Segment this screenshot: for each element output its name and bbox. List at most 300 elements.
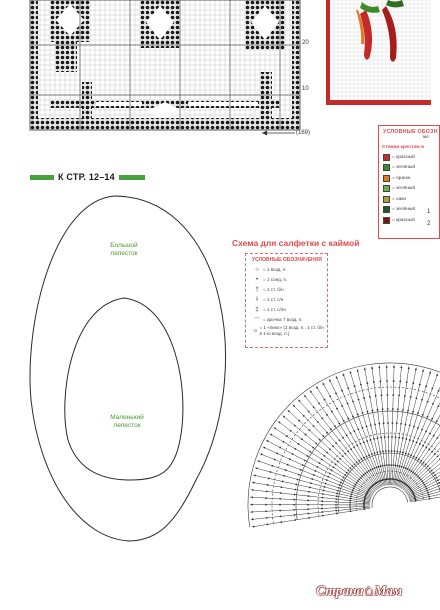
crochet-stitch-dot xyxy=(373,381,375,383)
crochet-stitch-dot xyxy=(298,474,300,476)
crochet-stitch-dot xyxy=(294,448,296,450)
crochet-stitch-dot xyxy=(371,367,373,369)
crochet-stitch-dot xyxy=(285,469,287,471)
crochet-stitch-dot xyxy=(307,500,309,502)
crochet-stitch-dot xyxy=(349,508,351,510)
crochet-stitch-dot xyxy=(415,500,417,502)
crochet-stitch-dot xyxy=(349,500,351,502)
crochet-stitch-dot xyxy=(388,450,390,452)
color-legend-label: = зелёный xyxy=(392,165,416,171)
crochet-stitch-dot xyxy=(403,467,405,469)
crochet-stitch-dot xyxy=(400,423,402,425)
crochet-stitch-dot xyxy=(358,478,360,480)
crochet-stitch-dot xyxy=(407,410,409,412)
crochet-stitch-dot xyxy=(308,429,310,431)
crochet-stitch-dot xyxy=(347,451,349,453)
crochet-stitch-dot xyxy=(335,501,337,503)
crochet-stitch-dot xyxy=(326,479,328,481)
crochet-stitch-dot xyxy=(350,496,352,498)
crochet-stitch-ray xyxy=(403,400,440,490)
crochet-stitch-dot xyxy=(436,477,438,479)
crochet-stitch-dot xyxy=(304,395,306,397)
color-legend-title: УСЛОВНЫЕ ОБОЗН xyxy=(383,129,438,135)
crochet-stitch-dot xyxy=(329,473,331,475)
crochet-stitch-dot xyxy=(394,450,396,452)
crochet-stitch-dot xyxy=(350,498,352,500)
crochet-stitch-dot xyxy=(378,466,380,468)
color-swatch xyxy=(383,185,390,192)
row-number-169: (169) xyxy=(296,130,311,136)
crochet-stitch-dot xyxy=(412,440,414,442)
crochet-stitch-dot xyxy=(265,504,267,506)
crochet-stitch-dot xyxy=(429,468,431,470)
crochet-stitch-dot xyxy=(280,521,282,523)
crochet-stitch-dot xyxy=(437,405,439,407)
pepper-chart xyxy=(326,0,431,105)
crochet-stitch-dot xyxy=(413,456,415,458)
crochet-stitch-dot xyxy=(313,425,315,427)
crochet-stitch-dot xyxy=(311,478,313,480)
crochet-stitch-dot xyxy=(341,479,343,481)
crochet-stitch-dot xyxy=(351,493,353,495)
color-legend-item xyxy=(379,194,439,205)
crochet-stitch-dot xyxy=(392,422,394,424)
section-header xyxy=(30,172,145,182)
crochet-stitch-dot xyxy=(294,514,296,516)
crochet-stitch-dot xyxy=(333,466,335,468)
symbols-legend-title: УСЛОВНЫЕ ОБОЗНАЧЕНИЯ xyxy=(252,257,322,263)
crochet-stitch-dot xyxy=(322,497,324,499)
crochet-stitch-dot xyxy=(267,523,269,525)
crochet-stitch-dot xyxy=(341,405,343,407)
crochet-stitch-dot xyxy=(334,425,336,427)
crochet-stitch-ray xyxy=(392,365,402,485)
crochet-stitch-dot xyxy=(431,388,433,390)
crochet-stitch-dot xyxy=(386,366,388,368)
crochet-stitch-dot xyxy=(303,415,305,417)
color-swatch xyxy=(383,175,390,182)
crochet-stitch-dot xyxy=(347,387,349,389)
crochet-stitch-dot xyxy=(419,384,421,386)
crochet-stitch-dot xyxy=(357,414,359,416)
crochet-stitch-dot xyxy=(342,437,344,439)
crochet-stitch-dot xyxy=(354,486,356,488)
crochet-stitch-dot xyxy=(251,504,253,506)
crochet-stitch-dot xyxy=(375,395,377,397)
crochet-stitch-dot xyxy=(358,460,360,462)
crochet-stitch-dot xyxy=(414,473,416,475)
symbol-label: = 1 ст. с/н xyxy=(263,297,284,303)
crochet-stitch-dot xyxy=(353,446,355,448)
crochet-stitch-dot xyxy=(424,484,426,486)
crochet-stitch-dot xyxy=(350,372,352,374)
crochet-stitch-dot xyxy=(274,428,276,430)
crochet-stitch-dot xyxy=(270,434,272,436)
crochet-stitch-dot xyxy=(286,435,288,437)
watermark-text-left: Страна xyxy=(316,583,364,598)
crochet-stitch-dot xyxy=(420,460,422,462)
crochet-stitch-dot xyxy=(322,435,324,437)
crochet-stitch-dot xyxy=(428,494,430,496)
crochet-stitch-dot xyxy=(425,486,427,488)
crochet-stitch-dot xyxy=(402,437,404,439)
symbol-label: = 1 соед. п. xyxy=(263,277,288,283)
crochet-stitch-dot xyxy=(344,453,346,455)
crochet-stitch-dot xyxy=(308,517,310,519)
color-legend-label: = красный xyxy=(392,217,415,223)
crochet-stitch-dot xyxy=(299,400,301,402)
crochet-stitch-dot xyxy=(279,498,281,500)
crochet-stitch-dot xyxy=(395,464,397,466)
crochet-stitch-dot xyxy=(298,443,300,445)
crochet-stitch-dot xyxy=(402,452,404,454)
crochet-stitch-dot xyxy=(324,399,326,401)
crochet-stitch-dot xyxy=(427,466,429,468)
crochet-stitch-dot xyxy=(350,510,352,512)
crochet-stitch-dot xyxy=(380,465,382,467)
color-legend-item xyxy=(379,163,439,174)
crochet-stitch-dot xyxy=(293,499,295,501)
crochet-stitch-dot xyxy=(294,519,296,521)
crochet-stitch-dot xyxy=(338,487,340,489)
crochet-stitch-dot xyxy=(323,490,325,492)
crochet-stitch-dot xyxy=(386,394,388,396)
crochet-stitch-dot xyxy=(426,490,428,492)
crochet-stitch-dot xyxy=(416,474,418,476)
crochet-stitch-dot xyxy=(293,504,295,506)
crochet-stitch-dot xyxy=(361,427,363,429)
crochet-stitch-dot xyxy=(352,401,354,403)
crochet-stitch-dot xyxy=(336,493,338,495)
site-watermark xyxy=(316,583,402,600)
color-legend-item xyxy=(379,184,439,195)
crochet-stitch-dot xyxy=(254,475,256,477)
crochet-stitch-dot xyxy=(321,504,323,506)
crochet-stitch-dot xyxy=(385,450,387,452)
crochet-stitch-dot xyxy=(374,423,376,425)
crochet-stitch-dot xyxy=(271,465,273,467)
crochet-stitch-dot xyxy=(387,422,389,424)
crochet-stitch-dot xyxy=(395,436,397,438)
crochet-stitch-dot xyxy=(308,411,310,413)
crochet-stitch-dot xyxy=(398,437,400,439)
crochet-stitch-dot xyxy=(398,394,400,396)
crochet-stitch-dot xyxy=(429,432,431,434)
crochet-stitch-dot xyxy=(422,370,424,372)
crochet-stitch-ray xyxy=(391,365,395,485)
crochet-stitch-dot xyxy=(336,513,338,515)
crochet-stitch-dot xyxy=(396,451,398,453)
crochet-stitch-dot xyxy=(251,511,253,513)
crochet-stitch-dot xyxy=(351,491,353,493)
crochet-stitch-dot xyxy=(321,459,323,461)
color-legend-label: = оранж. xyxy=(392,175,412,181)
crochet-stitch-dot xyxy=(379,451,381,453)
crochet-stitch-dot xyxy=(279,447,281,449)
crochet-stitch-dot xyxy=(410,470,412,472)
crochet-stitch-dot xyxy=(412,382,414,384)
crochet-stitch-dot xyxy=(264,447,266,449)
crochet-stitch-dot xyxy=(281,486,283,488)
crochet-stitch-dot xyxy=(309,487,311,489)
crochet-stitch-dot xyxy=(366,440,368,442)
crochet-stitch-dot xyxy=(419,477,421,479)
crochet-stitch-dot xyxy=(426,488,428,490)
crochet-stitch-dot xyxy=(384,464,386,466)
crochet-stitch-dot xyxy=(386,380,388,382)
crochet-stitch-dot xyxy=(256,467,258,469)
crochet-stitch-dot xyxy=(357,480,359,482)
section-bar-left xyxy=(30,175,54,180)
crochet-stitch-dot xyxy=(347,403,349,405)
crochet-stitch-dot xyxy=(360,443,362,445)
crochet-stitch-dot xyxy=(319,439,321,441)
crochet-stitch-dot xyxy=(405,452,407,454)
crochet-stitch-dot xyxy=(432,403,434,405)
crochet-stitch-dot xyxy=(344,474,346,476)
crochet-stitch-dot xyxy=(290,430,292,432)
crochet-stitch-dot xyxy=(252,518,254,520)
crochet-stitch-dot xyxy=(349,502,351,504)
crochet-stitch-dot xyxy=(417,476,419,478)
crochet-stitch-dot xyxy=(292,453,294,455)
crochet-stitch-dot xyxy=(268,478,270,480)
stitch-symbol-icon: ☼ xyxy=(252,327,258,334)
crochet-stitch-dot xyxy=(265,510,267,512)
crochet-stitch-ray xyxy=(293,404,376,490)
crochet-stitch-dot xyxy=(427,492,429,494)
color-legend xyxy=(378,125,440,239)
crochet-stitch-dot xyxy=(352,489,354,491)
crochet-stitch-dot xyxy=(338,423,340,425)
crochet-stitch-dot xyxy=(393,380,395,382)
crochet-stitch-dot xyxy=(374,467,376,469)
crochet-stitch-dot xyxy=(327,476,329,478)
crochet-stitch-dot xyxy=(356,462,358,464)
symbol-label: = 1 возд. п. xyxy=(263,267,287,273)
crochet-stitch-dot xyxy=(388,464,390,466)
crochet-stitch-dot xyxy=(321,500,323,502)
color-legend-label: = красный xyxy=(392,154,415,160)
crochet-stitch-dot xyxy=(307,455,309,457)
crochet-stitch-dot xyxy=(289,458,291,460)
symbol-label: = арочка 7 возд. п. xyxy=(263,317,303,323)
crochet-stitch-dot xyxy=(376,452,378,454)
crochet-stitch-dot xyxy=(431,418,433,420)
crochet-stitch-dot xyxy=(378,423,380,425)
crochet-stitch-dot xyxy=(382,451,384,453)
crochet-stitch-dot xyxy=(302,464,304,466)
stitch-symbol-icon: ł xyxy=(256,297,258,303)
crochet-stitch-dot xyxy=(266,517,268,519)
crochet-stitch-dot xyxy=(390,464,392,466)
crochet-stitch-dot xyxy=(283,416,285,418)
crochet-stitch-dot xyxy=(331,469,333,471)
cross-stitch-grid xyxy=(30,0,300,130)
crochet-stitch-dot xyxy=(252,489,254,491)
crochet-stitch-dot xyxy=(324,486,326,488)
crochet-stitch-dot xyxy=(429,372,431,374)
crochet-stitch-dot xyxy=(406,381,408,383)
crochet-stitch-dot xyxy=(355,484,357,486)
crochet-stitch-dot xyxy=(297,479,299,481)
crochet-stitch-dot xyxy=(436,437,438,439)
crochet-stitch-dot xyxy=(416,442,418,444)
crochet-stitch-dot xyxy=(336,408,338,410)
crochet-stitch-dot xyxy=(363,441,365,443)
crochet-stitch-dot xyxy=(279,504,281,506)
crochet-stitch-dot xyxy=(316,387,318,389)
crochet-stitch-dot xyxy=(283,475,285,477)
crochet-stitch-dot xyxy=(396,422,398,424)
crochet-stitch-dot xyxy=(346,434,348,436)
crochet-stitch-dot xyxy=(399,451,401,453)
section-bar-right xyxy=(119,175,145,180)
crochet-stitch-dot xyxy=(317,421,319,423)
crochet-stitch-dot xyxy=(402,409,404,411)
crochet-stitch-dot xyxy=(357,428,359,430)
crochet-stitch-dot xyxy=(330,428,332,430)
crochet-stitch-dot xyxy=(422,445,424,447)
crochet-stitch-dot xyxy=(361,475,363,477)
color-legend-item xyxy=(379,152,439,163)
crochet-stitch-dot xyxy=(346,472,348,474)
crochet-stitch-dot xyxy=(377,437,379,439)
color-swatch xyxy=(383,217,390,224)
row-number-10: 10 xyxy=(302,86,309,92)
crochet-stitch-dot xyxy=(331,411,333,413)
crochet-stitch-dot xyxy=(335,463,337,465)
crochet-stitch-dot xyxy=(279,510,281,512)
crochet-stitch-dot xyxy=(370,469,372,471)
crochet-stitch-dot xyxy=(405,467,407,469)
crochet-stitch-dot xyxy=(409,469,411,471)
color-swatch xyxy=(383,206,390,213)
crochet-stitch-dot xyxy=(434,453,436,455)
crochet-stitch-dot xyxy=(373,438,375,440)
crochet-stitch-dot xyxy=(408,453,410,455)
crochet-stitch-dot xyxy=(342,455,344,457)
crochet-stitch-dot xyxy=(407,468,409,470)
crochet-stitch-dot xyxy=(425,385,427,387)
crochet-stitch-dot xyxy=(350,467,352,469)
crochet-stitch-dot xyxy=(364,368,366,370)
crochet-stitch-dot xyxy=(329,448,331,450)
stitch-symbol-icon: ‡ xyxy=(255,307,259,313)
crochet-stitch-dot xyxy=(399,465,401,467)
crochet-stitch-dot xyxy=(420,479,422,481)
crochet-stitch-dot xyxy=(335,392,337,394)
color-swatch xyxy=(383,164,390,171)
stitch-symbol-icon: ⌒ xyxy=(253,318,260,325)
crochet-stitch-dot xyxy=(313,474,315,476)
crochet-stitch-dot xyxy=(315,443,317,445)
crochet-stitch-dot xyxy=(417,412,419,414)
crochet-stitch-dot xyxy=(312,447,314,449)
crochet-stitch-dot xyxy=(408,367,410,369)
crochet-stitch-dot xyxy=(370,439,372,441)
crochet-stitch-dot xyxy=(335,504,337,506)
crochet-stitch-dot xyxy=(438,390,440,392)
small-petal-label: Маленький лепесток xyxy=(110,414,144,429)
crochet-stitch-dot xyxy=(356,482,358,484)
crochet-stitch-ray xyxy=(322,382,380,487)
crochet-stitch-dot xyxy=(399,381,401,383)
crochet-stitch-dot xyxy=(294,425,296,427)
crochet-stitch-dot xyxy=(343,420,345,422)
crochet-stitch-dot xyxy=(354,385,356,387)
color-swatch xyxy=(383,154,390,161)
crochet-stitch-dot xyxy=(335,498,337,500)
crochet-stitch-dot xyxy=(308,491,310,493)
crochet-stitch-dot xyxy=(258,460,260,462)
crochet-stitch-dot xyxy=(366,382,368,384)
crochet-stitch-dot xyxy=(316,466,318,468)
section-label: К СТР. 12–14 xyxy=(58,172,115,182)
crochet-stitch-dot xyxy=(376,466,378,468)
crochet-stitch-dot xyxy=(417,427,419,429)
crochet-stitch-dot xyxy=(321,508,323,510)
crochet-stitch-dot xyxy=(287,464,289,466)
crochet-stitch-dot xyxy=(366,455,368,457)
crochet-stitch-dot xyxy=(367,411,369,413)
crochet-stitch-dot xyxy=(405,438,407,440)
crochet-stitch-dot xyxy=(421,399,423,401)
crochet-stitch-dot xyxy=(421,480,423,482)
crochet-stitch-dot xyxy=(282,481,284,483)
crochet-diagram xyxy=(240,265,431,610)
crochet-stitch-dot xyxy=(382,408,384,410)
crochet-stitch-dot xyxy=(339,484,341,486)
crochet-stitch-dot xyxy=(360,384,362,386)
crochet-stitch-dot xyxy=(382,465,384,467)
crochet-stitch-dot xyxy=(308,513,310,515)
crochet-stitch-ray xyxy=(287,410,375,492)
crochet-stitch-dot xyxy=(343,477,345,479)
crochet-stitch-dot xyxy=(369,396,371,398)
crochet-stitch-dot xyxy=(371,453,373,455)
crochet-stitch-dot xyxy=(378,367,380,369)
crochet-stitch-dot xyxy=(360,477,362,479)
crochet-stitch-dot xyxy=(386,464,388,466)
crochet-stitch-dot xyxy=(308,495,310,497)
color-legend-subtitle: Стежки крестом в xyxy=(382,145,425,150)
crochet-stitch-dot xyxy=(409,439,411,441)
crochet-stitch-dot xyxy=(347,418,349,420)
crochet-stitch-dot xyxy=(422,482,424,484)
crochet-stitch-dot xyxy=(393,366,395,368)
crochet-stitch-dot xyxy=(384,436,386,438)
crochet-stitch-dot xyxy=(319,462,321,464)
color-legend-label: = хаки xyxy=(392,196,406,202)
crochet-stitch-dot xyxy=(326,414,328,416)
symbol-label: = 1 ст. б/н xyxy=(263,287,284,293)
crochet-stitch-dot xyxy=(332,445,334,447)
crochet-stitch-dot xyxy=(267,484,269,486)
crochet-stitch-dot xyxy=(372,468,374,470)
crochet-stitch-dot xyxy=(397,465,399,467)
crochet-stitch-dot xyxy=(418,458,420,460)
crochet-stitch-ray xyxy=(298,399,377,490)
crochet-stitch-dot xyxy=(415,457,417,459)
crochet-stitch-dot xyxy=(392,394,394,396)
crochet-stitch-dot xyxy=(341,390,343,392)
stitch-symbol-icon: ○ xyxy=(255,267,259,273)
crochet-stitch-dot xyxy=(307,508,309,510)
crochet-stitch-dot xyxy=(404,395,406,397)
symbol-label: = 1 «пико» (3 возд. п., 1 ст. б/н в 1-ю возд. п.) xyxy=(259,325,324,336)
crochet-stitch-dot xyxy=(267,440,269,442)
